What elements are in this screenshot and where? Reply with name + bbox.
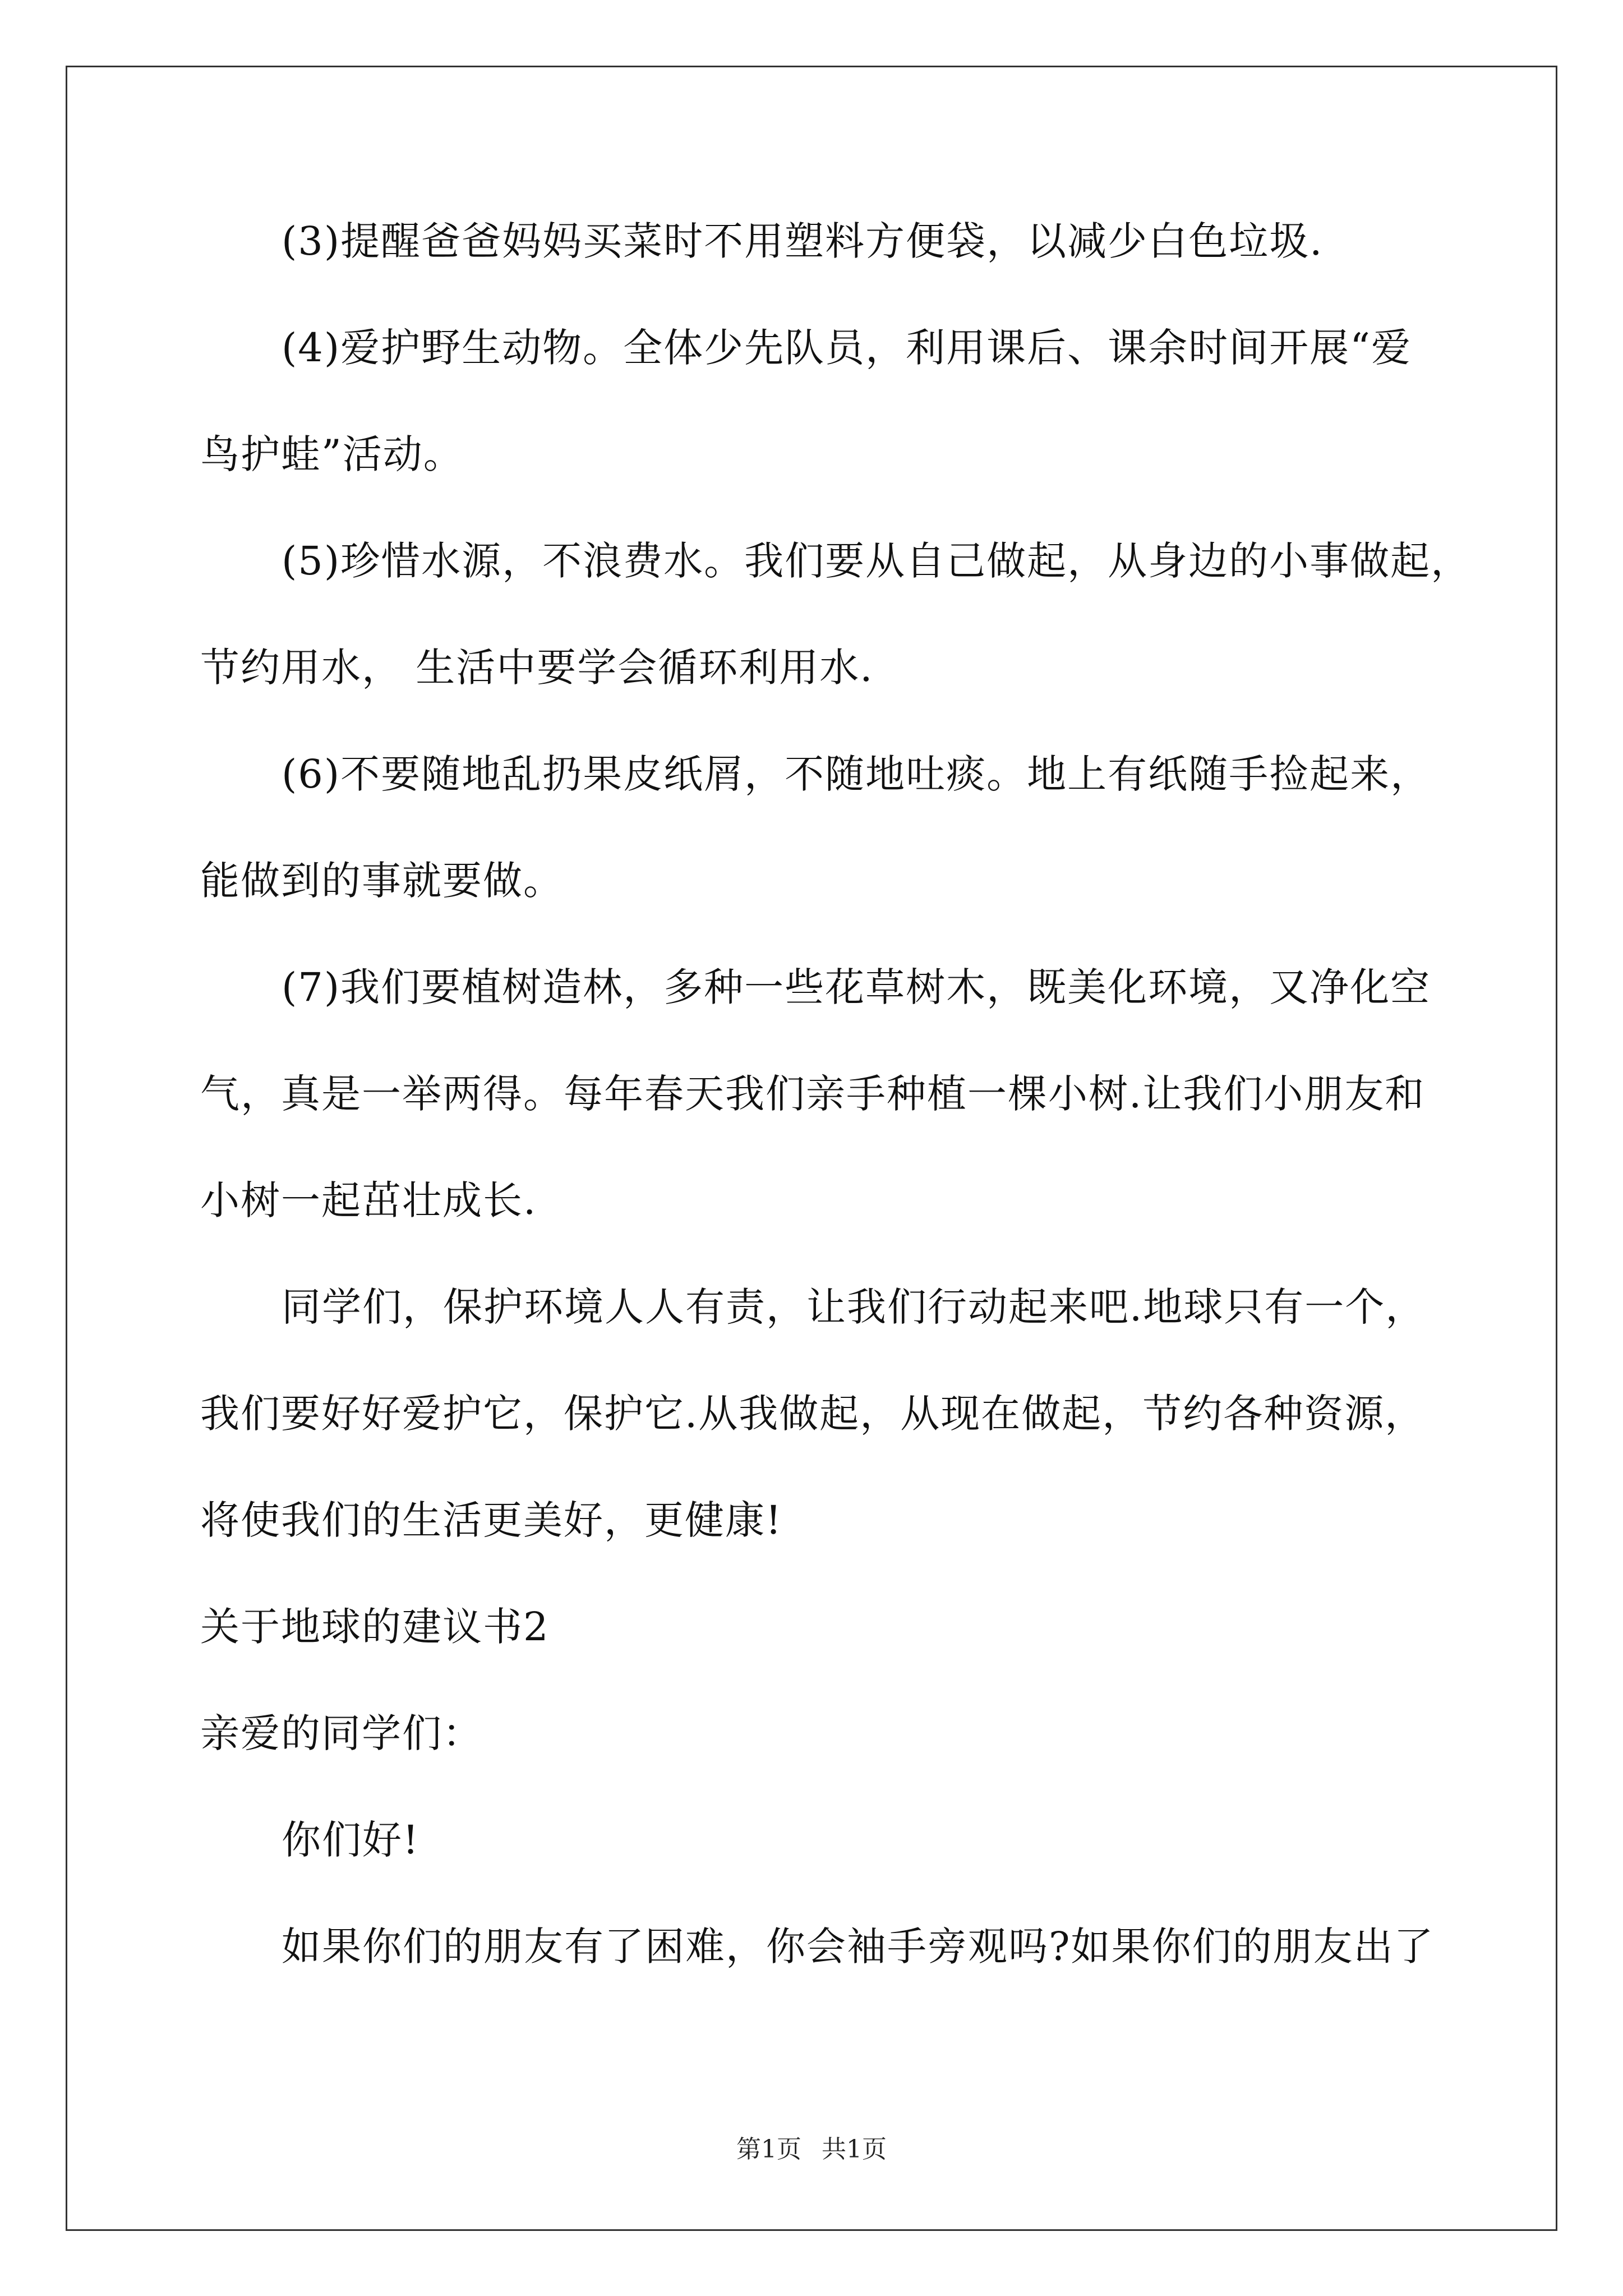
paragraph-item-3: (3)提醒爸爸妈妈买菜时不用塑料方便袋，以减少白色垃圾.	[282, 218, 1324, 264]
page-total: 共1页	[822, 2135, 887, 2164]
paragraph-item-7-line-1: (7)我们要植树造林，多种一些花草树木，既美化环境，又净化空	[282, 964, 1431, 1010]
paragraph-item-4-line-1: (4)爱护野生动物。全体少先队员，利用课后、课余时间开展“爱	[282, 325, 1412, 371]
paragraph-item-6-line-1: (6)不要随地乱扔果皮纸屑，不随地吐痰。地上有纸随手捡起来，	[282, 751, 1431, 797]
body-paragraph-line-1: 如果你们的朋友有了困难，你会袖手旁观吗?如果你们的朋友出了	[282, 1924, 1435, 1970]
paragraph-item-5-line-2: 节约用水， 生活中要学会循环利用水.	[200, 645, 874, 691]
closing-paragraph-line-3: 将使我们的生活更美好，更健康!	[200, 1497, 783, 1543]
paragraph-item-4-line-2: 鸟护蛙”活动。	[200, 431, 464, 477]
page-footer	[0, 2129, 1623, 2165]
closing-paragraph-line-1: 同学们，保护环境人人有责，让我们行动起来吧.地球只有一个，	[282, 1284, 1426, 1330]
greeting: 你们好!	[282, 1817, 420, 1863]
page-number: 第1页	[736, 2135, 801, 2164]
page-border	[66, 66, 1557, 2231]
paragraph-item-7-line-2: 气，真是一举两得。每年春天我们亲手种植一棵小树.让我们小朋友和	[200, 1071, 1426, 1117]
closing-paragraph-line-2: 我们要好好爱护它，保护它.从我做起，从现在做起，节约各种资源，	[200, 1391, 1426, 1437]
salutation: 亲爱的同学们：	[200, 1710, 483, 1756]
section-heading: 关于地球的建议书2	[200, 1604, 550, 1650]
paragraph-item-7-line-3: 小树一起茁壮成长.	[200, 1177, 537, 1223]
paragraph-item-5-line-1: (5)珍惜水源，不浪费水。我们要从自己做起，从身边的小事做起，	[282, 538, 1472, 584]
paragraph-item-6-line-2: 能做到的事就要做。	[200, 858, 564, 904]
